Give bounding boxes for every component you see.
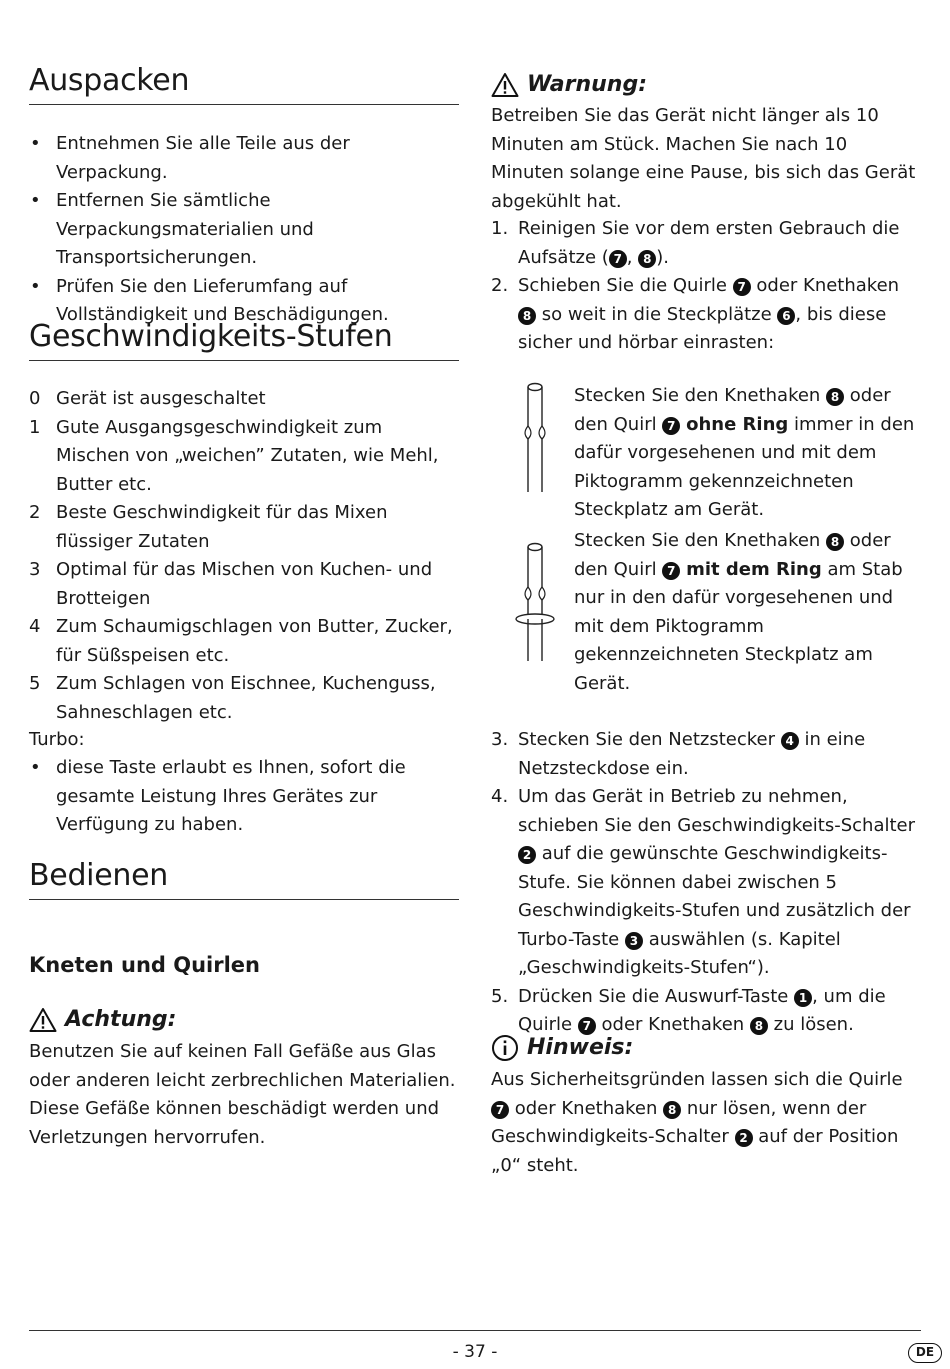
ref-badge: 7 — [662, 562, 680, 580]
ref-badge: 1 — [794, 989, 812, 1007]
steps-list-a — [491, 215, 921, 358]
ref-badge: 4 — [781, 732, 799, 750]
ref-badge: 7 — [609, 250, 627, 268]
warning-triangle-icon — [29, 1007, 57, 1033]
ref-badge: 8 — [826, 388, 844, 406]
pictogram-block-with-ring — [491, 527, 921, 694]
ref-badge: 7 — [733, 278, 751, 296]
auspacken-list — [29, 130, 459, 330]
ref-badge: 8 — [826, 533, 844, 551]
list-item: 4 Zum Schaumigschlagen von Butter, Zucker, für Süßspeisen etc. — [29, 616, 453, 666]
list-item: • Entnehmen Sie alle Teile aus der Verpackung. — [29, 130, 459, 187]
list-item: • Prüfen Sie den Lieferumfang auf Vollständigkeit und Beschädigungen. — [29, 273, 459, 330]
list-item: 2. Schieben Sie die Quirle 7 oder Knethaken 8 so weit in die Steckplätze 6 , bis diese sicher und hörbar einrasten: — [491, 275, 900, 353]
list-item: • diese Taste erlaubt es Ihnen, sofort die gesamte Leistung Ihres Gerätes zur Verfügung zu haben. — [29, 754, 459, 840]
list-item: 2 Beste Geschwindigkeit für das Mixen flüssiger Zutaten — [29, 502, 388, 552]
turbo-label: Turbo: — [29, 729, 85, 750]
ref-badge: 2 — [518, 846, 536, 864]
heading-bedienen: Bedienen — [29, 859, 459, 900]
stufen-list — [29, 385, 459, 727]
footer-divider — [29, 1330, 921, 1331]
page-number: - 37 - — [452, 1342, 498, 1362]
list-item: 1 Gute Ausgangsgeschwindigkeit zum Mischen von „weichen” Zutaten, wie Mehl, Butter etc. — [29, 416, 439, 495]
info-circle-icon — [491, 1034, 519, 1062]
list-item: 1. Reinigen Sie vor dem ersten Gebrauch die Aufsätze ( 7 , 8 ). — [491, 218, 900, 268]
ref-badge: 8 — [750, 1017, 768, 1035]
ref-badge: 3 — [625, 932, 643, 950]
heading-auspacken: Auspacken — [29, 64, 459, 105]
achtung-title: Achtung: — [29, 1006, 176, 1034]
list-item: 0 Gerät ist ausgeschaltet — [29, 388, 266, 409]
turbo-list — [29, 754, 459, 840]
warnung-title: Warnung: — [491, 71, 647, 99]
subheading-kneten-und-quirlen: Kneten und Quirlen — [29, 953, 260, 977]
pictogram-text-with-ring: Stecken Sie den Knethaken 8 oder den Quirl 7 mit dem Ring am Stab nur in den dafür vorgesehenen und mit dem Piktogramm gekennzeichneten Steckplatz am Gerät. — [574, 530, 903, 694]
ref-badge: 8 — [518, 307, 536, 325]
ref-badge: 7 — [662, 417, 680, 435]
warnung-text: Betreiben Sie das Gerät nicht länger als 10 Minuten am Stück. Machen Sie nach 10 Minuten solange eine Pause, bis sich das Gerät abgekühlt hat. — [491, 105, 916, 212]
warning-triangle-icon — [491, 72, 519, 98]
ref-badge: 8 — [638, 250, 656, 268]
achtung-text: Benutzen Sie auf keinen Fall Gefäße aus Glas oder anderen leicht zerbrechlichen Materialien. Diese Gefäße können beschädigt werden und Verletzungen hervorrufen. — [29, 1041, 456, 1148]
ref-badge: 7 — [491, 1101, 509, 1119]
beater-with-ring-icon — [505, 527, 557, 663]
beater-no-ring-icon — [505, 382, 557, 494]
pictogram-block-no-ring — [491, 382, 921, 520]
ref-badge: 2 — [735, 1129, 753, 1147]
ref-badge: 8 — [663, 1101, 681, 1119]
hinweis-title: Hinweis: — [491, 1034, 633, 1062]
heading-geschwindigkeits-stufen: Geschwindigkeits-Stufen — [29, 320, 459, 361]
list-item: • Entfernen Sie sämtliche Verpackungsmaterialien und Transportsicherungen. — [29, 187, 459, 273]
list-item: 5. Drücken Sie die Auswurf-Taste 1 , um die Quirle 7 oder Knethaken 8 zu lösen. — [491, 985, 886, 1035]
list-item: 5 Zum Schlagen von Eischnee, Kuchenguss, Sahneschlagen etc. — [29, 673, 436, 723]
list-item: 3. Stecken Sie den Netzstecker 4 in eine Netzsteckdose ein. — [491, 729, 866, 779]
language-badge: DE — [908, 1343, 942, 1363]
list-item: 4. Um das Gerät in Betrieb zu nehmen, schieben Sie den Geschwindigkeits-Schalter 2 auf die gewünschte Geschwindigkeits-Stufe. Sie können dabei zwischen 5 Geschwindigkeits-Stufen und zusätzlich der Turbo-Taste 3 auswählen (s. Kapitel „Geschwindigkeits-Stufen“). — [491, 786, 916, 978]
pictogram-text-no-ring: Stecken Sie den Knethaken 8 oder den Quirl 7 ohne Ring immer in den dafür vorgesehenen und mit dem Piktogramm gekennzeichneten Steckplatz am Gerät. — [574, 385, 915, 520]
list-item: 3 Optimal für das Mischen von Kuchen- und Brotteigen — [29, 559, 433, 609]
steps-list-b — [491, 726, 921, 1040]
hinweis-text: Aus Sicherheitsgründen lassen sich die Quirle 7 oder Knethaken 8 nur lösen, wenn der Geschwindigkeits-Schalter 2 auf der Position „0“ steht. — [491, 1069, 903, 1176]
ref-badge: 7 — [578, 1017, 596, 1035]
ref-badge: 6 — [777, 307, 795, 325]
